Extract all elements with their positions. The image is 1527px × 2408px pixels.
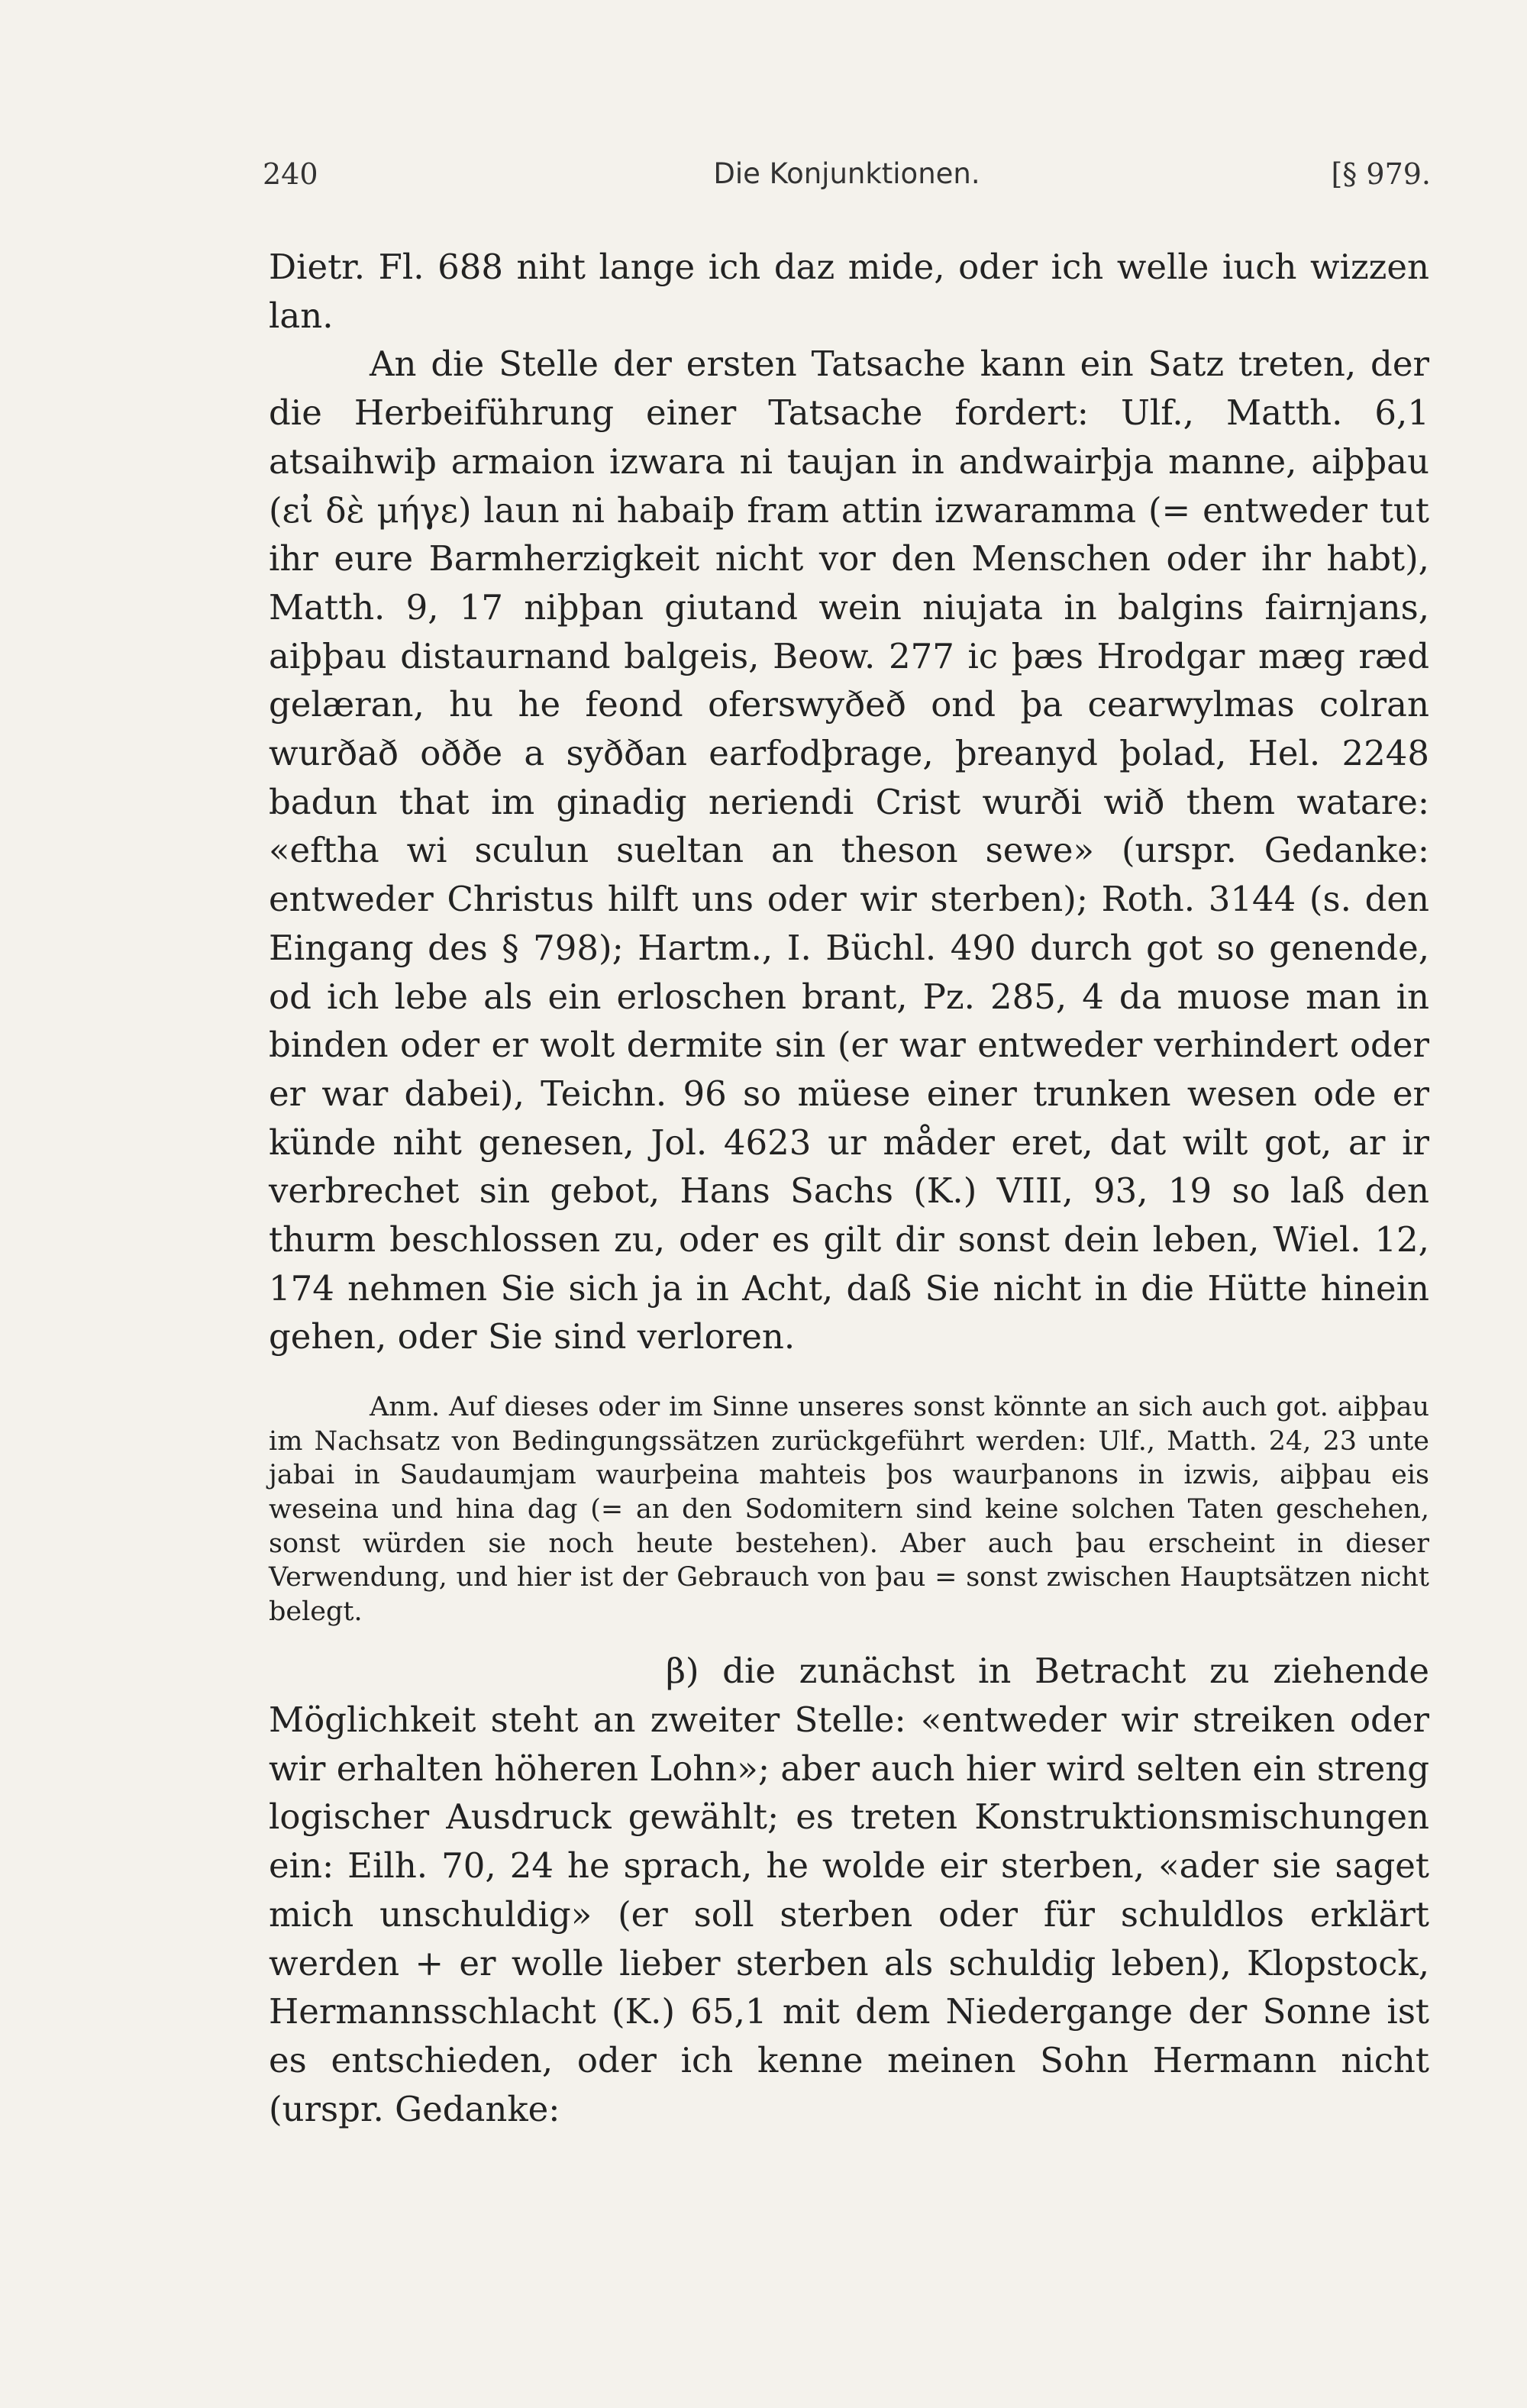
- page-body: [269, 243, 1429, 2133]
- page-number: 240: [263, 157, 318, 191]
- page-header: [263, 157, 1431, 203]
- section-reference: [§ 979.: [1331, 157, 1431, 191]
- annotation-paragraph: Anm. Auf dieses oder im Sinne unseres sonst könnte an sich auch got. aiþþau im Nachsatz von Bedingungssätzen zurückgeführt werden: Ulf., Matth. 24, 23 unte jabai in Saudaumjam waurþeina mahteis þos waurþanons in izwis, aiþþau eis weseina und hina dag (= an den Sodomitern sind keine solchen Taten geschehen, sonst würden sie noch heute bestehen). Aber auch þau erscheint in dieser Verwendung, und hier ist der Gebrauch von þau = sonst zwischen Hauptsätzen nicht belegt.: [269, 1392, 1429, 1627]
- beta-paragraph: β) die zunächst in Betracht zu ziehende Möglichkeit steht an zweiter Stelle: «entweder wir streiken oder wir erhalten höheren Lohn»; aber auch hier wird selten ein streng logischer Ausdruck gewählt; es treten Konstruktionsmischungen ein: Eilh. 70, 24 he sprach, he wolde eir sterben, «ader sie saget mich unschuldig» (er soll sterben oder für schuldlos erklärt werden + er wolle lieber sterben als schuldig leben), Klopstock, Hermannsschlacht (K.) 65,1 mit dem Niedergange der Sonne ist es entschieden, oder ich kenne meinen Sohn Hermann nicht (urspr. Gedanke:: [269, 1651, 1429, 2129]
- paragraph-1: Dietr. Fl. 688 niht lange ich daz mide, oder ich welle iuch wizzen lan.: [269, 247, 1429, 336]
- paragraph-2: An die Stelle der ersten Tatsache kann ein Satz treten, der die Herbeiführung einer Tatsache fordert: Ulf., Matth. 6,1 atsaihwiþ armaion izwara ni taujan in andwairþja manne, aiþþau (εἰ δὲ μήγε) laun ni habaiþ fram attin izwaramma (= entweder tut ihr eure Barmherzigkeit nicht vor den Menschen oder ihr habt), Matth. 9, 17 niþþan giutand wein niujata in balgins fairnjans, aiþþau distaurnand balgeis, Beow. 277 ic þæs Hrodgar mæg ræd gelæran, hu he feond oferswyðeð ond þa cearwylmas colran wurðað oððe a syððan earfodþrage, þreanyd þolad, Hel. 2248 badun that im ginadig neriendi Crist wurði wið them watare: «eftha wi sculun sueltan an theson sewe» (urspr. Gedanke: entweder Christus hilft uns oder wir sterben); Roth. 3144 (s. den Eingang des § 798); Hartm., I. Büchl. 490 durch got so genende, od ich lebe als ein erloschen brant, Pz. 285, 4 da muose man in binden oder er wolt dermite sin (er war entweder verhindert oder er war dabei), Teichn. 96 so müese einer trunken wesen ode er künde niht genesen, Jol. 4623 ur måder eret, dat wilt got, ar ir verbrechet sin gebot, Hans Sachs (K.) VIII, 93, 19 so laß den thurm beschlossen zu, oder es gilt dir sonst dein leben, Wiel. 12, 174 nehmen Sie sich ja in Acht, daß Sie nicht in die Hütte hinein gehen, oder Sie sind verloren.: [269, 344, 1429, 1357]
- running-title: Die Konjunktionen.: [713, 157, 980, 190]
